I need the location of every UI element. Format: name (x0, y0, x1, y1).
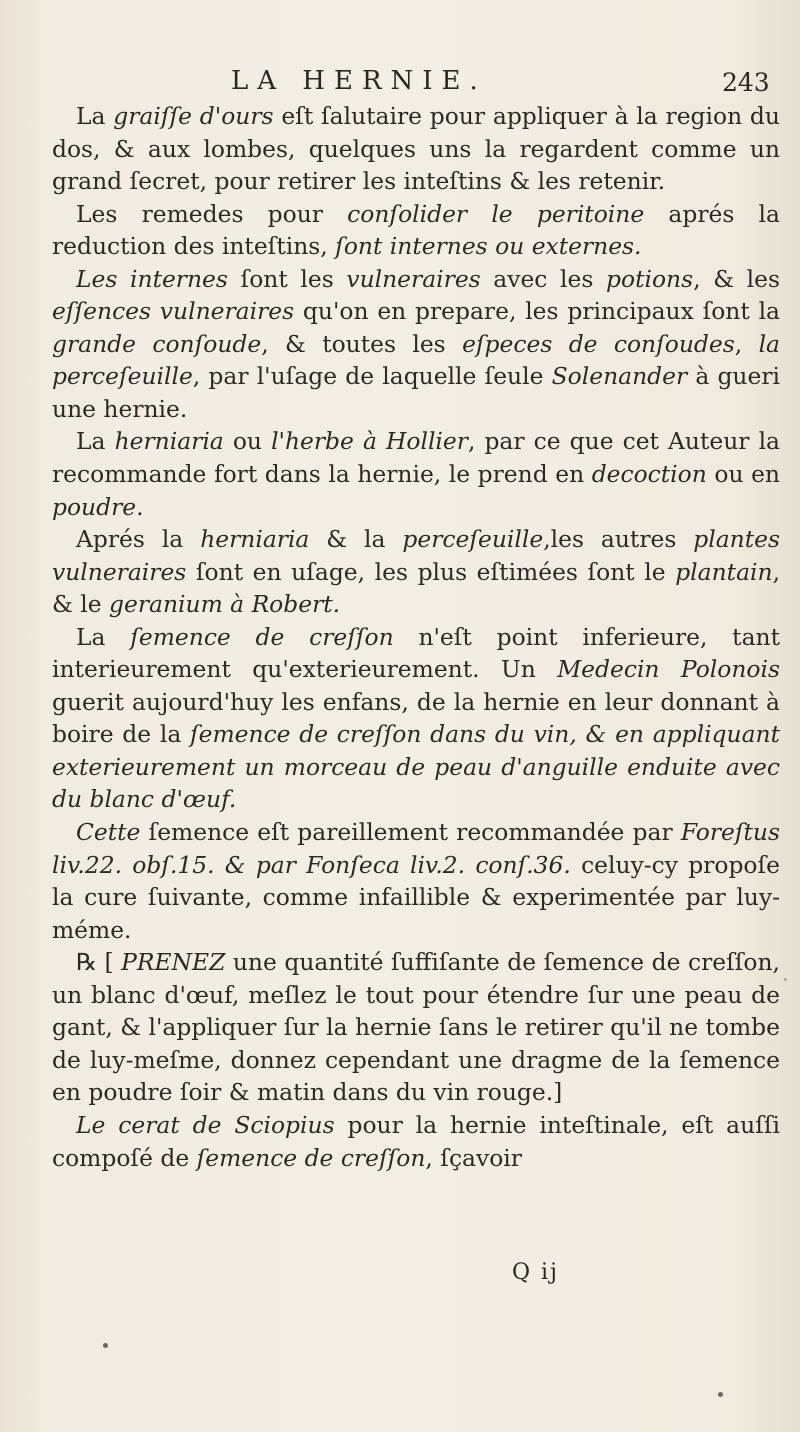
italic-run: plantes vulneraires (52, 525, 780, 586)
italic-run: Solenander (551, 362, 688, 391)
text-run: Aprés la (76, 525, 201, 554)
italic-run: Cette (76, 818, 141, 847)
text-run: guerit aujourd'huy les enfans, de la hernie en leur donnant à boire de la (52, 687, 780, 749)
text-run: Les remedes pour (76, 199, 348, 228)
italic-run: decoction (591, 460, 707, 489)
text-run: La (76, 622, 131, 651)
text-run: qu'on en prepare, les principaux ſont la (294, 297, 780, 326)
text-run: La (76, 427, 115, 456)
italic-run: eſſences vulneraires (52, 297, 295, 326)
text-run: , par ce que cet Auteur la recommande fort dans la hernie, le prend en (52, 427, 780, 489)
italic-run: conſolider le peritoine (347, 199, 645, 228)
italic-run: herniaria (114, 427, 224, 456)
paragraph (52, 198, 780, 263)
text-run: avec les (480, 264, 607, 293)
italic-run: plantain (675, 557, 773, 586)
text-run: , & le (52, 557, 780, 619)
italic-run: ſemence de creſſon (130, 622, 394, 651)
italic-run: ſont internes ou externes. (335, 232, 642, 261)
paragraph (52, 523, 780, 621)
italic-run: l'herbe à Hollier (271, 427, 468, 456)
text-run: ſemence eſt pareillement recommandée par (140, 818, 681, 847)
text-run: ℞ [ (76, 948, 122, 977)
text-run: n'eſt point inferieure, tant interieurement qu'exterieurement. Un (52, 622, 780, 684)
italic-run: vulneraires (346, 264, 481, 293)
text-run: , & toutes les (261, 329, 463, 358)
page-number: 243 (722, 68, 770, 97)
italic-run: geranium à Robert. (109, 590, 341, 619)
text-run: , ſçavoir (425, 1143, 522, 1172)
paragraph (52, 816, 780, 946)
paragraph (52, 1109, 780, 1174)
body-text (52, 100, 780, 1174)
italic-run: PRENEZ (121, 948, 226, 977)
text-run: , (734, 329, 759, 358)
italic-run: perceſeuille (402, 525, 544, 554)
signature-mark: Q ij (512, 1260, 559, 1285)
italic-run: ſemence de creſſon (196, 1143, 426, 1172)
italic-run: la perceſeuille (52, 329, 780, 391)
italic-run: Le cerat de Sciopius (76, 1110, 335, 1139)
italic-run: poudre. (52, 492, 144, 521)
text-run: ou (223, 427, 272, 456)
ink-speck (718, 1392, 723, 1397)
ink-speck (103, 1343, 108, 1348)
running-title: LA HERNIE. (231, 66, 487, 96)
italic-run: Foreſtus liv.22. obſ.15. & par Fonſeca liv.2. conſ.36. (52, 818, 780, 879)
text-run: eſt ſalutaire pour appliquer à la region du dos, & aux lombes, quelques uns la regardent comme un grand ſecret, pour retirer les inteſtins & les retenir. (52, 102, 780, 196)
paragraph (52, 263, 780, 426)
italic-run: Medecin Polonois (557, 655, 780, 684)
paragraph (52, 621, 780, 816)
text-run: ou en (706, 460, 780, 489)
italic-run: potions (606, 264, 694, 293)
paragraph (52, 425, 780, 523)
text-run: La (76, 102, 114, 130)
italic-run: eſpeces de conſoudes (462, 329, 735, 358)
italic-run: graiſſe d'ours (113, 102, 274, 130)
italic-run: herniaria (200, 525, 310, 554)
text-run: , par l'uſage de laquelle ſeule (192, 362, 552, 391)
paragraph (52, 100, 780, 198)
italic-run: ſemence de creſſon dans du vin, & en appliquant exterieurement un morceau de peau d'anguille enduite avec du blanc d'œuf. (52, 720, 781, 814)
text-run: ſont en uſage, les plus eſtimées ſont le (186, 557, 676, 586)
text-run: celuy-cy propoſe la cure ſuivante, comme infaillible & experimentée par luy-méme. (52, 850, 780, 944)
paragraph (52, 946, 780, 1109)
text-run: aprés la reduction des inteſtins, (52, 199, 780, 261)
text-run: une quantité ſuffiſante de ſemence de creſſon, un blanc d'œuf, meſlez le tout pour étendre ſur une peau de gant, & l'appliquer ſur la hernie ſans le retirer qu'il ne tombe de luy-meſme, donnez cependant une dragme de la ſemence en poudre ſoir & matin dans du vin rouge.] (52, 948, 780, 1107)
italic-run: grande conſoude (52, 329, 262, 358)
text-run: à gueri une hernie. (52, 362, 781, 423)
italic-run: Les internes (76, 264, 228, 293)
text-run: ſont les (227, 264, 347, 293)
text-run: , & les (693, 264, 780, 293)
text-run: & la (309, 525, 403, 554)
text-run: ,les autres (543, 525, 694, 554)
ink-speck (784, 978, 787, 981)
text-run: pour la hernie inteſtinale, eſt auſſi compoſé de (52, 1110, 780, 1172)
